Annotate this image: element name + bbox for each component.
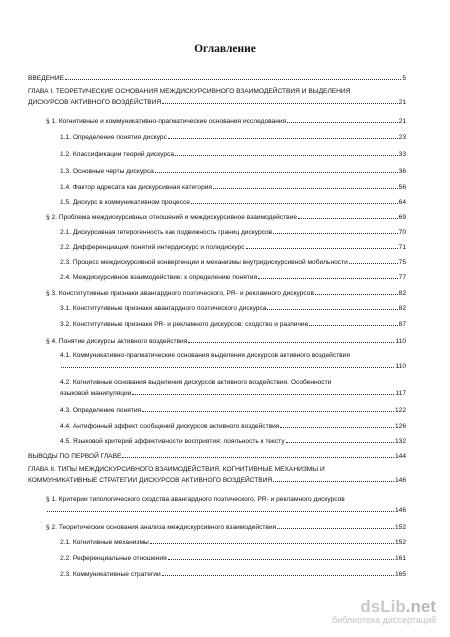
- toc-entry[interactable]: 1.5. Дискурс в коммуникативном процессе 64: [60, 199, 406, 206]
- toc-entry[interactable]: 1.3. Основные черты дискурса 36: [60, 168, 406, 175]
- toc-entry[interactable]: ВЫВОДЫ ПО ПЕРВОЙ ГЛАВЕ 144: [28, 453, 406, 460]
- toc-entry[interactable]: 2.2. Дифференциация понятий интердискурс и полидискурс 71: [60, 244, 406, 251]
- toc-entry[interactable]: 2.1. Дискурсивная гетерогенность как подвижность границ дискурсов 70: [60, 229, 406, 236]
- toc-entry[interactable]: 4.2. Когнитивные основания выделения дискурсов активного воздействия. Особенности языковой манипуляции 117: [60, 379, 406, 397]
- toc-entry[interactable]: § 2. Теоретические основания анализа междискурсивного взаимодействия 152: [46, 524, 406, 531]
- toc-entry[interactable]: § 1. Критерии типологического сходства авангардного поэтического, PR- и рекламного дискурсов 146: [46, 496, 406, 514]
- toc-entry[interactable]: ГЛАВА I. ТЕОРЕТИЧЕСКИЕ ОСНОВАНИЯ МЕЖДИСКУРСИВНОГО ВЗАИМОДЕЙСТВИЯ И ВЫДЕЛЕНИЯ ДИСКУРСОВ АКТИВНОГО ВОЗДЕЙСТВИЯ 21: [28, 88, 406, 106]
- toc-entry[interactable]: § 4. Понятие дискурсы активного воздействия 110: [46, 338, 406, 345]
- toc-entry[interactable]: 2.2. Референциальные отношения 161: [60, 555, 406, 562]
- watermark: [332, 597, 436, 625]
- toc-entry[interactable]: 2.1. Когнитивные механизмы 152: [60, 539, 406, 546]
- page-title: Оглавление: [194, 43, 256, 55]
- toc-entry[interactable]: ВВЕДЕНИЕ 5: [28, 75, 406, 82]
- toc-entry[interactable]: 3.2. Конститутивные признаки PR- и рекламного дискурсов: сходство и различие 87: [60, 321, 406, 328]
- toc-entry[interactable]: 1.4. Фактор адресата как дискурсивная категория 56: [60, 184, 406, 191]
- toc-entry[interactable]: 2.4. Междискурсивное взаимодействие: к определению понятия 77: [60, 274, 406, 281]
- toc-entry[interactable]: ГЛАВА II. ТИПЫ МЕЖДИСКУРСИВНОГО ВЗАИМОДЕЙСТВИЯ. КОГНИТИВНЫЕ МЕХАНИЗМЫ И КОММУНИКАТИВНЫЕ СТРАТЕГИИ ДИСКУРСОВ АКТИВНОГО ВОЗДЕЙСТВИЯ 146: [28, 466, 406, 484]
- toc-entry[interactable]: 3.1. Конститутивные признаки авангардного поэтического дискурса 82: [60, 305, 406, 312]
- toc-entry[interactable]: 4.3. Определение понятия 122: [60, 407, 406, 414]
- toc-entry[interactable]: § 3. Конститутивные признаки авангардного поэтического, PR- и рекламного дискурсов 82: [46, 290, 406, 297]
- toc-entry[interactable]: 2.3. Процесс междискурсивной конвергенции и механизмы внутридискурсивной мобильности 75: [60, 259, 406, 266]
- toc-entry[interactable]: 1.1. Определение понятия дискурс 23: [60, 134, 406, 141]
- toc-entry[interactable]: 4.4. Антифонный эффект сообщений дискурсов активного воздействия 126: [60, 423, 406, 430]
- watermark-subtitle: библиотека диссертаций: [331, 615, 436, 625]
- toc-entry[interactable]: § 2. Проблема междискурсивных отношений и междискурсивное взаимодействие 69: [46, 214, 406, 221]
- toc-entry[interactable]: 2.3. Коммуникативные стратегии 165: [60, 571, 406, 578]
- toc-entry[interactable]: 4.1. Коммуникативно-прагматические основания выделения дискурсов активного воздействия 110: [60, 352, 406, 370]
- toc-entry[interactable]: 1.2. Классификации теорий дискурса 33: [60, 151, 406, 158]
- watermark-logo: dsLib.net: [360, 597, 436, 616]
- toc-entry[interactable]: § 1. Когнитивные и коммуникативно-прагматические основания исследования 21: [46, 118, 406, 125]
- toc-entry[interactable]: 4.5. Языковой критерий эффективности восприятия: лояльность к тексту 132: [60, 438, 406, 445]
